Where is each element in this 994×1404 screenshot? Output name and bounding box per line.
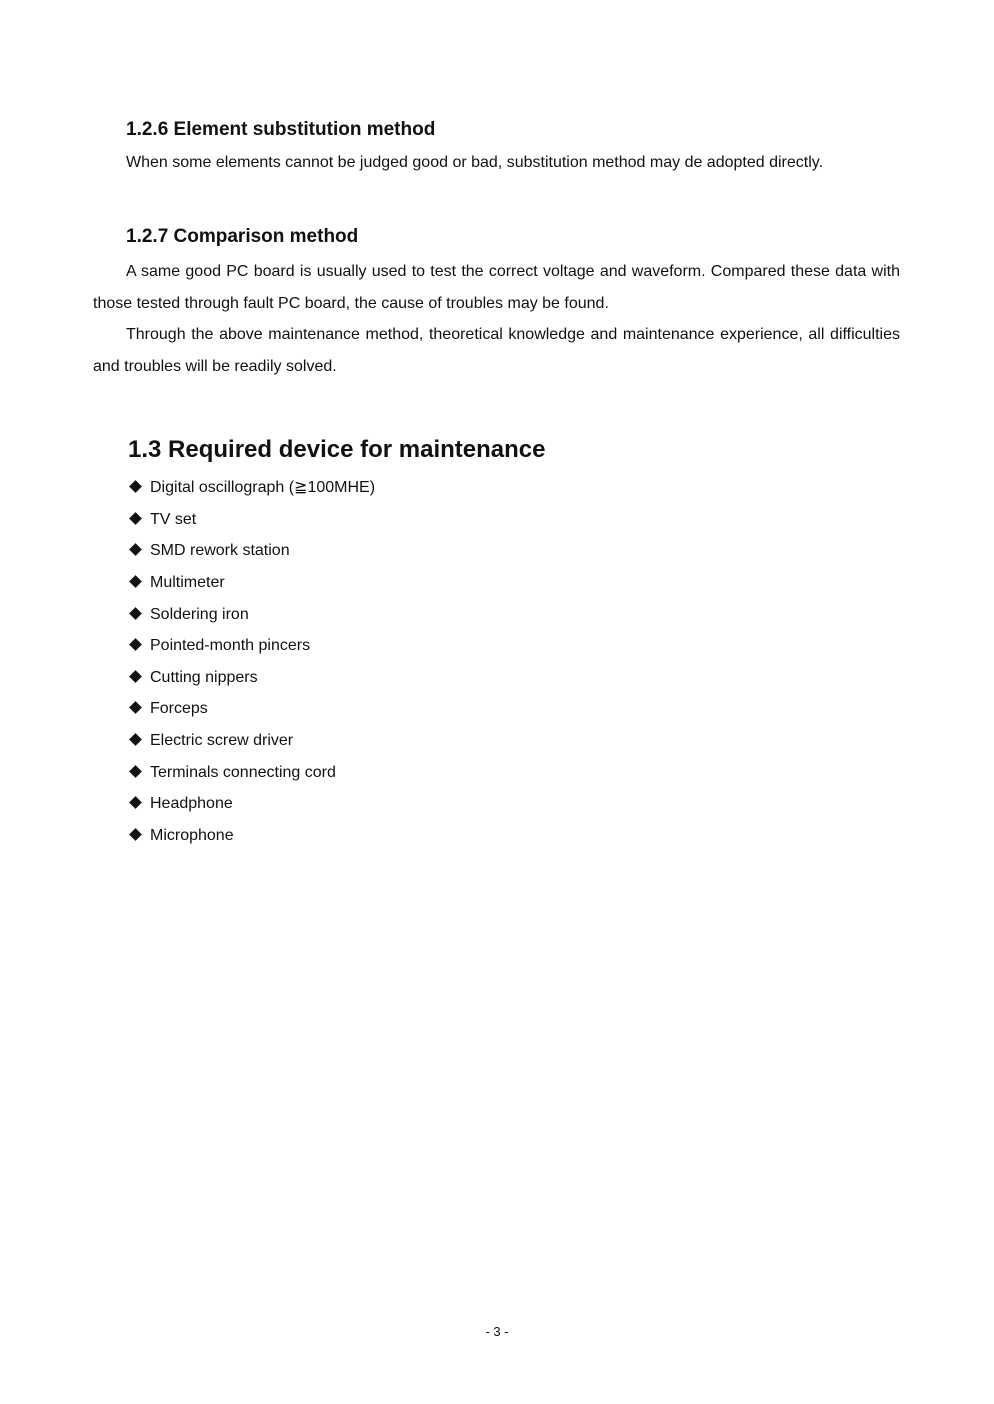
section-body-1-2-6: When some elements cannot be judged good or bad, substitution method may de adopted directly. — [126, 154, 824, 171]
diamond-bullet-icon — [129, 480, 142, 493]
list-item-label: SMD rework station — [150, 542, 290, 560]
list-item-label: Microphone — [150, 827, 234, 845]
section-heading-1-2-6: 1.2.6 Element substitution method — [126, 119, 436, 140]
list-item-label: Pointed-month pincers — [150, 637, 311, 655]
list-item-label: Forceps — [150, 700, 208, 718]
list-item-label: Multimeter — [150, 573, 225, 591]
section-heading-1-3: 1.3 Required device for maintenance — [128, 436, 546, 463]
diamond-bullet-icon — [129, 512, 142, 525]
diamond-bullet-icon — [129, 828, 142, 841]
list-item — [128, 820, 375, 852]
list-item — [128, 567, 375, 599]
section-paragraph-1-2-7-a: A same good PC board is usually used to test the correct voltage and waveform. Compared these data with those tested through fault PC board, the cause of troubles may be found. — [93, 263, 900, 312]
diamond-bullet-icon — [129, 607, 142, 620]
section-paragraph-1-2-7-b: Through the above maintenance method, theoretical knowledge and maintenance experience, all difficulties and troubles will be readily solved. — [93, 326, 900, 375]
diamond-bullet-icon — [129, 733, 142, 746]
list-item — [128, 630, 375, 662]
diamond-bullet-icon — [129, 670, 142, 683]
list-item — [128, 599, 375, 631]
list-item — [128, 757, 375, 789]
diamond-bullet-icon — [129, 765, 142, 778]
diamond-bullet-icon — [129, 575, 142, 588]
section-heading-1-2-7: 1.2.7 Comparison method — [126, 226, 359, 247]
list-item-label: TV set — [150, 510, 197, 528]
list-item-label: Cutting nippers — [150, 668, 258, 686]
diamond-bullet-icon — [129, 797, 142, 810]
page-number: - 3 - — [485, 1324, 509, 1339]
list-item — [128, 725, 375, 757]
list-item-label: Digital oscillograph (≧100MHE) — [150, 479, 376, 496]
list-item-label: Soldering iron — [150, 605, 249, 623]
list-item-label: Terminals connecting cord — [150, 763, 336, 781]
list-item — [128, 662, 375, 694]
list-item — [128, 788, 375, 820]
diamond-bullet-icon — [129, 543, 142, 556]
diamond-bullet-icon — [129, 702, 142, 715]
list-item — [128, 693, 375, 725]
list-item — [128, 535, 375, 567]
list-item-label: Headphone — [150, 795, 233, 813]
diamond-bullet-icon — [129, 638, 142, 651]
list-item — [128, 472, 375, 504]
list-item-label: Electric screw driver — [150, 732, 294, 750]
list-item — [128, 504, 375, 536]
device-list — [128, 472, 375, 852]
